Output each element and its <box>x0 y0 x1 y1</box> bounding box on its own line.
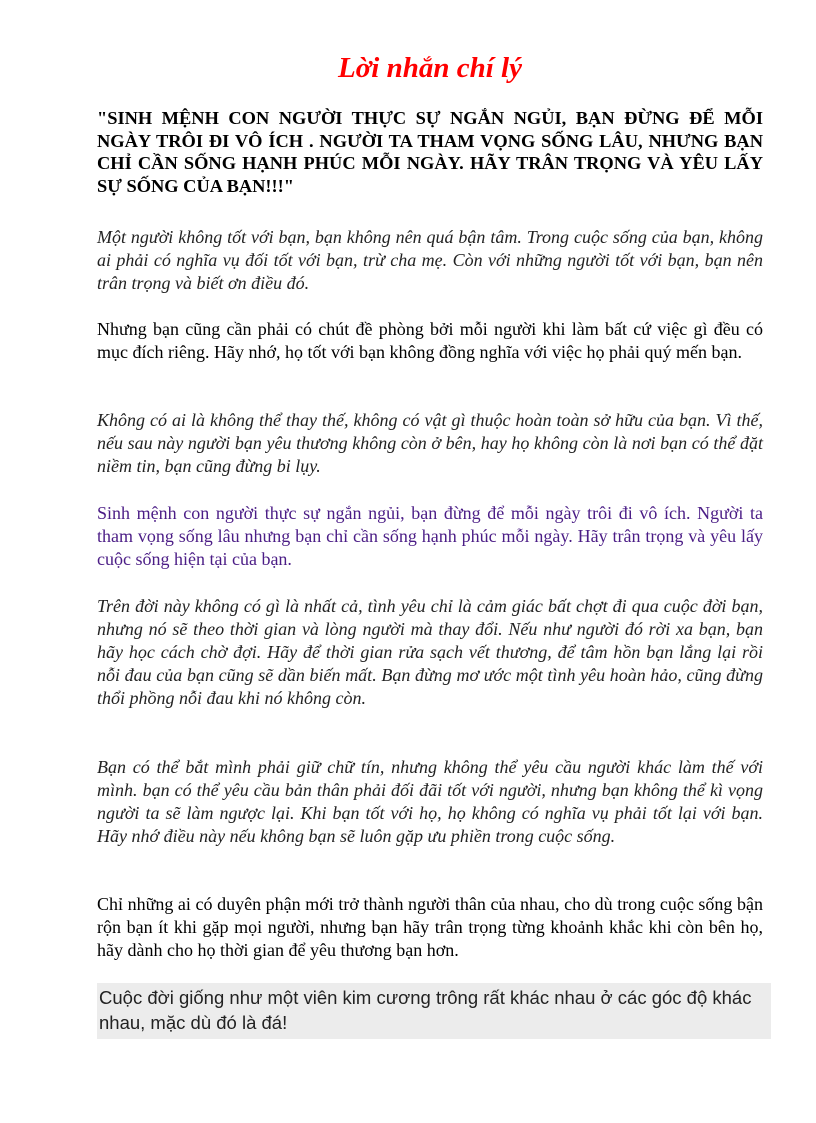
paragraph-6: Bạn có thể bắt mình phải giữ chữ tín, nhưng không thể yêu cầu người khác làm thế với mình. bạn có thể yêu cầu bản thân phải đối đãi tốt với người, nhưng bạn không thể kì vọng người ta sẽ làm ngược lại. Khi bạn tốt với họ, họ không có nghĩa vụ phải tốt lại với bạn. Hãy nhớ điều này nếu không bạn sẽ luôn gặp ưu phiền trong cuộc sống. <box>97 757 763 846</box>
paragraph-5: Trên đời này không có gì là nhất cả, tình yêu chỉ là cảm giác bất chợt đi qua cuộc đời bạn, nhưng nó sẽ theo thời gian và lòng người mà thay đổi. Nếu như người đó rời xa bạn, bạn hãy học cách chờ đợi. Hãy để thời gian rửa sạch vết thương, để tâm hồn bạn lắng lại rồi nỗi đau của bạn cũng sẽ dần biến mất. Bạn đừng mơ ước một tình yêu hoàn hảo, cũng đừng thổi phồng nỗi đau khi nó không còn. <box>97 596 763 708</box>
paragraph-2: Nhưng bạn cũng cần phải có chút đề phòng bởi mỗi người khi làm bất cứ việc gì đều có mục đích riêng. Hãy nhớ, họ tốt với bạn không đồng nghĩa với việc họ phải quý mến bạn. <box>97 319 763 362</box>
paragraph-4: Sinh mệnh con người thực sự ngắn ngủi, bạn đừng để mỗi ngày trôi đi vô ích. Người ta tham vọng sống lâu nhưng bạn chỉ cần sống hạnh phúc mỗi ngày. Hãy trân trọng và yêu lấy cuộc sống hiện tại của bạn. <box>97 503 763 569</box>
paragraph-1: Một người không tốt với bạn, bạn không nên quá bận tâm. Trong cuộc sống của bạn, không ai phải có nghĩa vụ đối tốt với bạn, trừ cha mẹ. Còn với những người tốt với bạn, bạn nên trân trọng và biết ơn điều đó. <box>97 227 763 293</box>
headline-quote: "SINH MỆNH CON NGƯỜI THỰC SỰ NGẮN NGỦI, BẠN ĐỪNG ĐỂ MỖI NGÀY TRÔI ĐI VÔ ÍCH . NGƯỜI TA THAM VỌNG SỐNG LÂU, NHƯNG BẠN CHỈ CẦN SỐNG HẠNH PHÚC MỖI NGÀY. HÃY TRÂN TRỌNG VÀ YÊU LẤY SỰ SỐNG CỦA BẠN!!!" <box>97 108 763 196</box>
closing-highlight: Cuộc đời giống như một viên kim cương trông rất khác nhau ở các góc độ khác nhau, mặc dù đó là đá! <box>97 983 771 1039</box>
document-title: Lời nhắn chí lý <box>338 52 522 84</box>
paragraph-3: Không có ai là không thể thay thế, không có vật gì thuộc hoàn toàn sở hữu của bạn. Vì thế, nếu sau này người bạn yêu thương không còn ở bên, hay họ không còn là nơi bạn có thể đặt niềm tin, bạn cũng đừng bi lụy. <box>97 410 763 476</box>
paragraph-7: Chỉ những ai có duyên phận mới trở thành người thân của nhau, cho dù trong cuộc sống bận rộn bạn ít khi gặp mọi người, nhưng bạn hãy trân trọng từng khoảnh khắc khi còn bên họ, hãy dành cho họ thời gian để yêu thương bạn hơn. <box>97 894 763 960</box>
